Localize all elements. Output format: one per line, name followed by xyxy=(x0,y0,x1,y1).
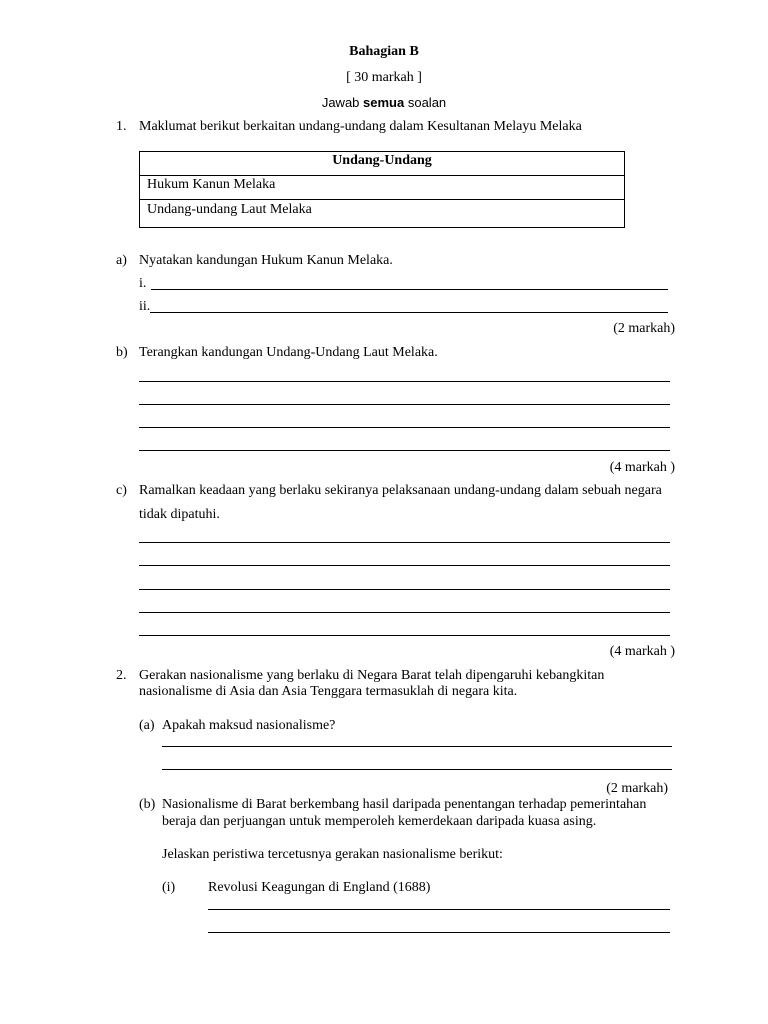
q2-number: 2. xyxy=(116,668,127,683)
laws-table xyxy=(139,151,625,228)
answer-line[interactable] xyxy=(139,565,670,566)
q2a-marks: (2 markah) xyxy=(606,781,668,796)
q1a-text: Nyatakan kandungan Hukum Kanun Melaka. xyxy=(139,253,393,268)
q1a-label: a) xyxy=(116,253,127,268)
answer-label-ii: ii. xyxy=(139,299,151,314)
q2b-label: (b) xyxy=(139,797,156,812)
q1c-text-line1: Ramalkan keadaan yang berlaku sekiranya pelaksanaan undang-undang dalam sebuah negara xyxy=(139,483,662,498)
q2a-text: Apakah maksud nasionalisme? xyxy=(162,718,336,733)
q1b-text: Terangkan kandungan Undang-Undang Laut Melaka. xyxy=(139,345,438,360)
answer-line[interactable] xyxy=(139,404,670,405)
answer-line[interactable] xyxy=(139,381,670,382)
laws-table-header: Undang-Undang xyxy=(140,152,624,176)
answer-line[interactable] xyxy=(208,932,670,933)
laws-table-row: Undang-undang Laut Melaka xyxy=(147,202,312,217)
q2b-sub-i-text: Revolusi Keagungan di England (1688) xyxy=(208,880,431,895)
q2b-text-line1: Nasionalisme di Barat berkembang hasil daripada penentangan terhadap pemerintahan xyxy=(162,797,647,812)
answer-line[interactable] xyxy=(139,635,670,636)
answer-line[interactable] xyxy=(139,450,670,451)
answer-line[interactable] xyxy=(139,427,670,428)
section-title: Bahagian B xyxy=(349,44,419,59)
q2a-label: (a) xyxy=(139,718,155,733)
q1a-marks: (2 markah) xyxy=(613,321,675,336)
q2b-text-line2: beraja dan perjuangan untuk memperoleh kemerdekaan daripada kuasa asing. xyxy=(162,814,597,829)
section-instruction: Jawab semua soalan xyxy=(321,95,447,110)
q1b-label: b) xyxy=(116,345,128,360)
answer-line[interactable] xyxy=(208,909,670,910)
answer-line[interactable] xyxy=(162,746,672,747)
answer-line[interactable] xyxy=(139,542,670,543)
q2b-instruction: Jelaskan peristiwa tercetusnya gerakan nasionalisme berikut: xyxy=(162,847,503,862)
q1c-marks: (4 markah ) xyxy=(609,644,675,659)
q1c-text-line2: tidak dipatuhi. xyxy=(139,507,220,522)
answer-line[interactable] xyxy=(139,612,670,613)
answer-line[interactable] xyxy=(151,289,668,290)
q1-number: 1. xyxy=(116,119,127,134)
section-marks: [ 30 markah ] xyxy=(346,70,422,85)
answer-line[interactable] xyxy=(162,769,672,770)
q2-stem-line2: nasionalisme di Asia dan Asia Tenggara termasuklah di negara kita. xyxy=(139,684,518,699)
q2-stem-line1: Gerakan nasionalisme yang berlaku di Negara Barat telah dipengaruhi kebangkitan xyxy=(139,668,605,683)
q1-stem: Maklumat berikut berkaitan undang-undang dalam Kesultanan Melayu Melaka xyxy=(139,119,582,134)
q1c-label: c) xyxy=(116,483,127,498)
answer-line[interactable] xyxy=(139,589,670,590)
q1b-marks: (4 markah ) xyxy=(609,460,675,475)
laws-table-row: Hukum Kanun Melaka xyxy=(140,176,624,200)
answer-label-i: i. xyxy=(139,276,147,291)
q2b-sub-i-label: (i) xyxy=(162,880,176,895)
answer-line[interactable] xyxy=(150,312,668,313)
